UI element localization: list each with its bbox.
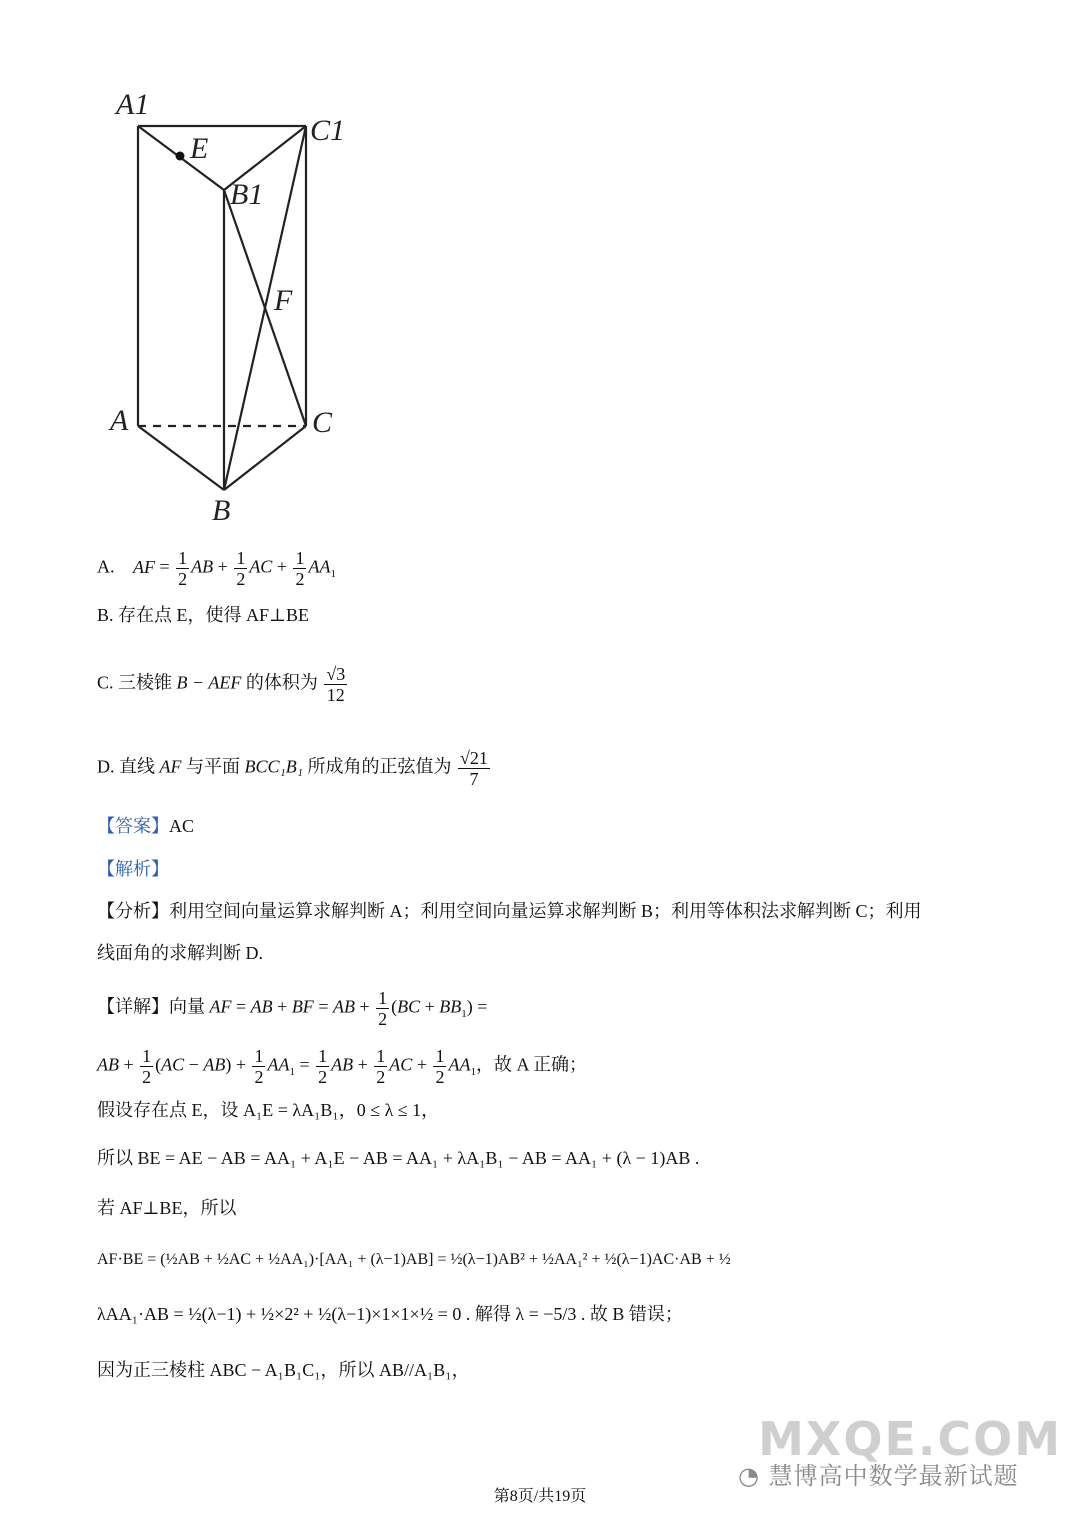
watermark-text: ◔ 慧博高中数学最新试题 xyxy=(738,1462,1019,1490)
option-d: D. 直线 AF 与平面 BCC₁B₁ 所成角的正弦值为 $\frac{√21}{7}$ xyxy=(97,748,488,789)
label-B: B xyxy=(212,494,231,527)
detail-line-4: 所以 BE = AE − AB = AA₁ + A₁E − AB = AA₁ + λA₁B₁ − AB = AA₁ + (λ − 1)AB . xyxy=(97,1148,700,1168)
prism-figure xyxy=(96,80,376,530)
label-E: E xyxy=(190,132,209,165)
detail-line-8: 因为正三棱柱 ABC − A₁B₁C₁，所以 AB//A₁B₁， xyxy=(97,1360,470,1380)
label-A: A xyxy=(110,404,129,437)
edge-A-B xyxy=(138,426,224,490)
wechat-icon: ◔ xyxy=(738,1462,769,1490)
detail-line-1: 【详解】向量 AF = AB + BF = AB + $\frac{1}{2}$ $(BC + BB_1)$ = xyxy=(97,988,488,1029)
page-footer: 第8页/共19页 xyxy=(493,1488,587,1505)
answer-value: AC xyxy=(169,816,195,836)
answer-tag: 【答案】 xyxy=(97,816,169,836)
detail-line-3: 假设存在点 E，设 A₁E = λA₁B₁，0 ≤ λ ≤ 1， xyxy=(97,1100,440,1120)
label-C: C xyxy=(312,406,333,439)
watermark-logo: MXQE.COM xyxy=(758,1412,1062,1466)
detail-line-7: λAA₁·AB = ½(λ−1) + ½×2² + ½(λ−1)×1×1×½ = 0 . 解得 λ = −5/3 . 故 B 错误； xyxy=(97,1304,683,1324)
answer-line xyxy=(97,814,194,838)
jiexi-tag: 【解析】 xyxy=(97,859,169,879)
option-a: A. AF = $\frac{1}{2}$ AB + $\frac{1}{2}$ AC + $\frac{1}{2}$ $AA_1$ xyxy=(97,548,336,589)
detail-line-5: 若 AF⊥BE，所以 xyxy=(97,1198,237,1218)
option-b: B. 存在点 E，使得 AF⊥BE xyxy=(97,605,309,625)
analysis-line-2: 线面角的求解判断 D. xyxy=(97,943,263,963)
detail-line-6: AF·BE = (½AB + ½AC + ½AA₁)·[AA₁ + (λ−1)AB] = ½(λ−1)AB² + ½AA₁² + ½(λ−1)AC·AB + ½ xyxy=(97,1251,731,1268)
label-A1: A1 xyxy=(116,88,150,121)
label-B1: B1 xyxy=(230,178,264,211)
label-F: F xyxy=(274,284,293,317)
detail-line-2: AB + $\frac{1}{2}$ (AC − AB) + $\frac{1}{2}$ $AA_1$ = $\frac{1}{2}$ AB + $\frac{1}{2}$ AC + $\frac{1}{2}$ $AA_1$，故 A 正确； xyxy=(97,1046,587,1087)
point-E-dot xyxy=(176,152,185,161)
label-C1: C1 xyxy=(310,114,346,147)
analysis-line-1: 【分析】利用空间向量运算求解判断 A；利用空间向量运算求解判断 B；利用等体积法求解判断 C；利用 xyxy=(97,901,922,921)
option-a-label: A. xyxy=(97,556,115,577)
option-c: C. 三棱锥 B − AEF 的体积为 $\frac{√3}{12}$ xyxy=(97,664,346,705)
